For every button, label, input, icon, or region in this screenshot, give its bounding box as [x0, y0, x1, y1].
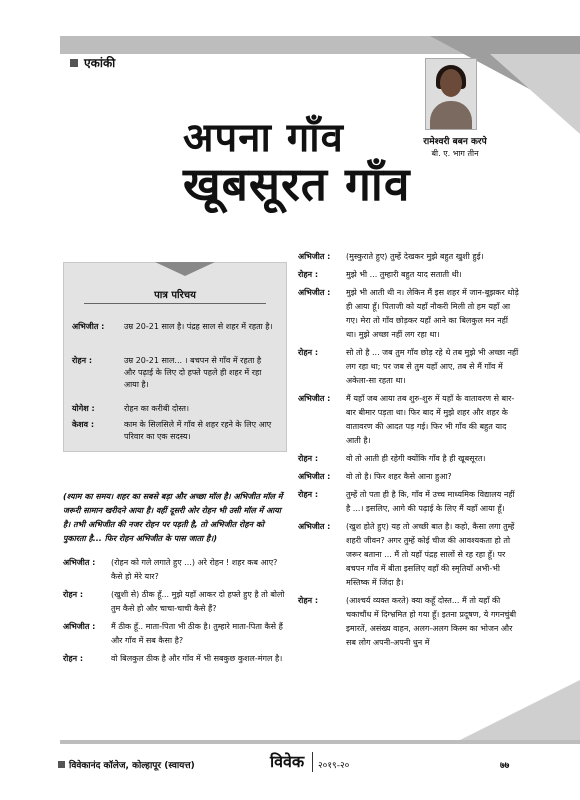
left-column — [63, 490, 285, 670]
dialogue-text: (आश्चर्य व्यक्त करते) क्या कहूँ दोस्त... मैं तो यहाँ की चकाचौंध में दिग्भ्रमित हो गया हूँ। इतना प्रदूषण, ये गगनचुंबी इमारतें, असंख्य वाहन, अलग-अलग किस्म का भोजन और सब लोग अपनी-अपनी धुन में — [346, 596, 517, 647]
dialogue-line — [298, 520, 520, 590]
cast-item — [72, 403, 282, 417]
dialogue-line — [63, 556, 285, 584]
cast-box — [63, 262, 287, 452]
dialogue-text: मैं यहाँ जब आया तब शुरु-शुरु में यहाँ के वातावरण से बार-बार बीमार पड़ता था। फिर बाद में मुझे शहर और शहर के वातावरण की आदत पड़ गई। फिर भी गाँव की बहुत याद आती है। — [346, 394, 515, 445]
section-tag — [70, 54, 115, 71]
right-column — [298, 250, 520, 654]
scene-intro: (श्याम का समय। शहर का सबसे बड़ा और अच्छा मॉल है। अभिजीत मॉल में जरूरी सामान खरीदने आया है। वहीं दूसरी ओर रोहन भी उसी मॉल में आया है। तभी अभिजीत की नजर रोहन पर पड़ती है, तो अभिजीत रोहन को पुकारता है... फिर रोहन अभिजीत के पास जाता है।) — [63, 492, 283, 543]
speaker: अभिजीत : — [63, 558, 96, 567]
dialogue-line — [298, 250, 520, 264]
college-name: विवेकानंद कॉलेज, कोल्हापूर (स्वायत्त) — [69, 761, 195, 771]
dialogue-text: (रोहन को गले लगाते हुए ...) अरे रोहन ! शहर कब आए? कैसे हो मेरे यार? — [111, 558, 278, 581]
dialogue-text: वो तो है। फिर शहर कैसे आना हुआ? — [346, 472, 452, 481]
speaker: रोहन : — [298, 490, 319, 499]
footer-divider — [312, 752, 313, 772]
dialogue-line — [63, 588, 285, 616]
title-line-2: खूबसूरत गाँव — [183, 157, 411, 211]
dialogue-line — [63, 652, 285, 666]
cast-name: रोहन : — [72, 356, 93, 365]
page-number: ७७ — [500, 761, 510, 771]
square-bullet-icon — [70, 59, 78, 67]
dialogue-text: (मुस्कुराते हुए) तुम्हें देखकर मुझे बहुत खुशी हुई। — [346, 252, 484, 261]
footer-year: २०१९-२० — [318, 761, 350, 771]
speaker: रोहन : — [298, 270, 319, 279]
dialogue-line — [298, 488, 520, 516]
cast-item — [72, 419, 282, 447]
speaker: अभिजीत : — [298, 472, 331, 481]
dialogue-text: (खुशी से) ठीक हूँ... मुझे यहाँ आकर दो हफ्ते हुए है तो बोलो तुम कैसे हो और चाचा-चाची कैसे हैं? — [111, 590, 285, 613]
dialogue-text: वो तो आती ही रहेगी क्योंकि गाँव है ही खूबसूरत। — [346, 454, 486, 463]
dialogue-line — [298, 594, 520, 650]
square-bullet-icon — [58, 761, 65, 768]
cast-desc: काम के सिलसिले में गाँव से शहर रहने के लिए आए परिवार का एक सदस्य। — [124, 420, 272, 441]
speaker: अभिजीत : — [63, 622, 96, 631]
cast-desc: रोहन का करीबी दोस्त। — [124, 404, 190, 413]
speaker: रोहन : — [63, 590, 84, 599]
speaker: रोहन : — [298, 348, 319, 357]
author-name: रामेश्वरी बबन करपे — [423, 137, 487, 147]
dialogue-line — [298, 392, 520, 448]
cast-name: केशव : — [72, 420, 95, 429]
dialogue-text: मुझे भी ... तुम्हारी बहुत याद सताती थी। — [346, 270, 462, 279]
dialogue-line — [298, 286, 520, 342]
speaker: रोहन : — [298, 454, 319, 463]
author-photo — [425, 58, 477, 130]
speaker: अभिजीत : — [298, 522, 331, 531]
dialogue-text: मैं ठीक हूँ.. माता-पिता भी ठीक है। तुम्हारे माता-पिता कैसे हैं और गाँव में सब कैसा है? — [111, 622, 283, 645]
speaker: अभिजीत : — [298, 252, 331, 261]
cast-name: योगेश : — [72, 404, 95, 413]
speaker: अभिजीत : — [298, 394, 331, 403]
author-class: बी. ए. भाग तीन — [431, 149, 479, 158]
speaker: अभिजीत : — [298, 288, 331, 297]
cast-name: अभिजीत : — [72, 322, 105, 331]
speaker: रोहन : — [298, 596, 319, 605]
footer-band — [60, 740, 580, 744]
footer-triangle — [460, 680, 580, 740]
header-triangle-light — [490, 54, 580, 134]
cast-heading: पात्र परिचय — [154, 290, 196, 301]
title-line-1: अपना गाँव — [183, 114, 344, 161]
dialogue-line — [298, 268, 520, 282]
cast-item — [72, 355, 282, 395]
dialogue-text: सो तो है ... जब तुम गाँव छोड़ रहे थे तब मुझे भी अच्छा नहीं लग रहा था; पर जब से तुम यहाँ आए, तब से मैं गाँव में अकेला-सा रहता था। — [346, 348, 519, 385]
dialogue-text: मुझे भी आती थी न। लेकिन मैं इस शहर में जान-बूझकर थोड़े ही आया हूँ। पिताजी को यहाँ नौकरी मिली तो हम यहाँ आ गए। मेरा तो गाँव छोड़कर यहाँ आने का बिलकुल मन नहीं था। मुझे अच्छा नहीं लग रहा था। — [346, 288, 519, 339]
cast-desc: उम्र 20-21 साल... । बचपन से गाँव में रहता है और पढ़ाई के लिए दो हफ्ते पहले ही शहर में रहा आया है। — [124, 356, 262, 389]
dialogue-text: वो बिलकुल ठीक है और गाँव में भी सबकुछ कुशल-मंगल है। — [111, 654, 283, 663]
dialogue-text: (खुश होते हुए) यह तो अच्छी बात है। कहो, कैसा लगा तुम्हें शहरी जीवन? अगर तुम्हें कोई चीज की आवश्यकता हो तो जरूर बताना ... मैं तो यहाँ पंद्रह सालों से रह रहा हूँ। पर बचपन गाँव में बीता इसलिए वहाँ की स्मृतियाँ अभी-भी मस्तिष्क में जिंदा है। — [346, 522, 515, 587]
section-label: एकांकी — [84, 56, 116, 70]
footer-college — [58, 758, 195, 771]
cast-box-triangle — [155, 262, 215, 276]
dialogue-text: तुम्हें तो पता ही है कि, गाँव में उच्च माध्यमिक विद्यालय नहीं है ...। इसलिए, आगे की पढ़ाई के लिए मैं यहाँ आया हूँ। — [346, 490, 515, 513]
magazine-logo: विवेक — [270, 752, 305, 771]
dialogue-line — [298, 470, 520, 484]
dialogue-line — [63, 620, 285, 648]
speaker: रोहन : — [63, 654, 84, 663]
cast-desc: उम्र 20-21 साल है। पंद्रह साल से शहर में रहता है। — [124, 322, 273, 331]
cast-divider — [84, 303, 266, 304]
dialogue-line — [298, 346, 520, 388]
cast-item — [72, 321, 282, 349]
dialogue-line — [298, 452, 520, 466]
